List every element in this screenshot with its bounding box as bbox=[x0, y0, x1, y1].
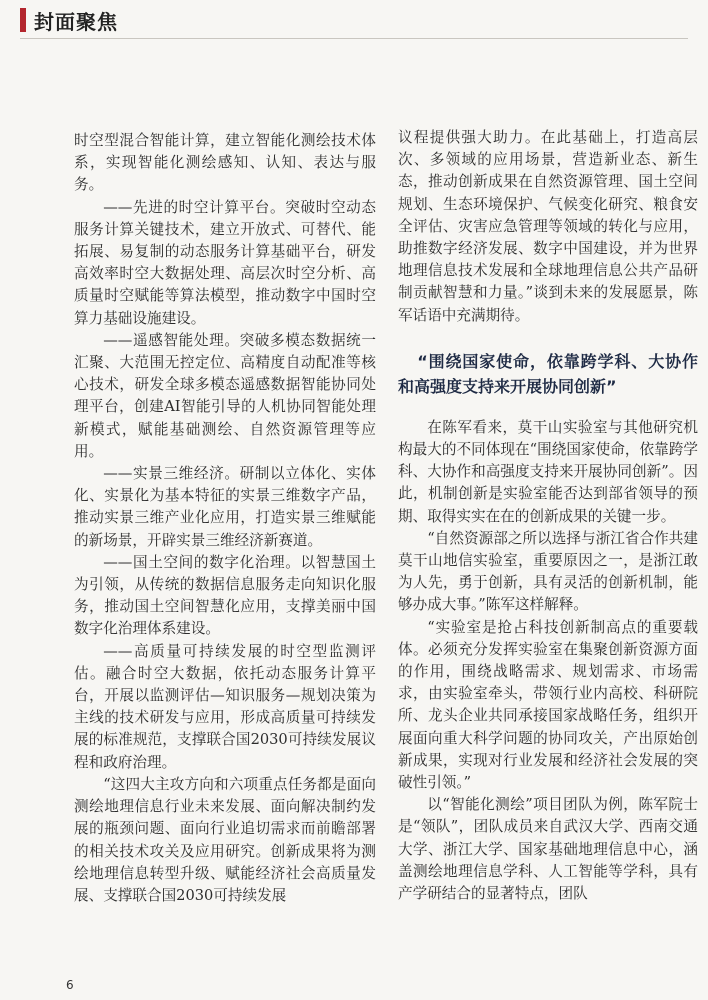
section-marker-bar bbox=[20, 8, 26, 32]
left-column bbox=[74, 130, 376, 907]
header-divider bbox=[20, 38, 688, 39]
paragraph: 以“智能化测绘”项目团队为例，陈军院士是“领队”，团队成员来自武汉大学、西南交通大学、浙江大学、国家基础地理信息中心，涵盖测绘地理信息学科、人工智能等学科，具有产学研结合的显著特点，团队 bbox=[398, 796, 698, 903]
paragraph: 议程提供强大助力。在此基础上，打造高层次、多领域的应用场景，营造新业态、新生态，推动创新成果在自然资源管理、国土空间规划、生态环境保护、气候变化研究、粮食安全评估、灾害应急管理等领域的转化与应用，助推数字经济发展、数字中国建设，并为世界地理信息技术发展和全球地理信息公共产品研制贡献智慧和力量。”谈到未来的发展愿景，陈军话语中充满期待。 bbox=[398, 129, 698, 324]
section-subheading: “围绕国家使命，依靠跨学科、大协作和高强度支持来开展协同创新” bbox=[398, 351, 698, 396]
section-title: 封面聚焦 bbox=[34, 10, 118, 34]
paragraph: 在陈军看来，莫干山实验室与其他研究机构最大的不同体现在“围绕国家使命，依靠跨学科、大协作和高强度支持来开展协同创新”。因此，机制创新是实验室能否达到部省领导的预期、取得实实在在的创新成果的关键一步。 bbox=[398, 418, 698, 525]
page-header bbox=[0, 0, 708, 40]
right-column bbox=[398, 127, 698, 905]
paragraph: “自然资源部之所以选择与浙江省合作共建莫干山地信实验室，重要原因之一，是浙江敢为人先，勇于创新，具有灵活的创新机制，能够办成大事。”陈军这样解释。 bbox=[398, 529, 698, 614]
paragraph: ——先进的时空计算平台。突破时空动态服务计算关键技术，建立开放式、可替代、能拓展、易复制的动态服务计算基础平台，研发高效率时空大数据处理、高层次时空分析、高质量时空赋能等算法模型，推动数字中国时空算力基础设施建设。 bbox=[74, 198, 376, 327]
paragraph: “这四大主攻方向和六项重点任务都是面向测绘地理信息行业未来发展、面向解决制约发展的瓶颈问题、面向行业追切需求而前瞻部署的相关技术攻关及应用研究。创新成果将为测绘地理信息转型升级、赋能经济社会高质量发展、支撑联合国2030可持续发展 bbox=[74, 775, 376, 904]
paragraph: ——高质量可持续发展的时空型监测评估。融合时空大数据，依托动态服务计算平台，开展以监测评估—知识服务—规划决策为主线的技术研发与应用，形成高质量可持续发展的标准规范，支撑联合国2030可持续发展议程和政府治理。 bbox=[74, 642, 376, 771]
paragraph: ——遥感智能处理。突破多模态数据统一汇聚、大范围无控定位、高精度自动配准等核心技术，研发全球多模态遥感数据智能协同处理平台，创建AI智能引导的人机协同智能处理新模式，赋能基础测绘、自然资源管理等应用。 bbox=[74, 331, 376, 460]
paragraph: ——国土空间的数字化治理。以智慧国土为引领，从传统的数据信息服务走向知识化服务，推动国土空间智慧化应用，支撑美丽中国数字化治理体系建设。 bbox=[74, 553, 376, 638]
paragraph: 时空型混合智能计算，建立智能化测绘技术体系，实现智能化测绘感知、认知、表达与服务。 bbox=[74, 132, 376, 194]
paragraph: “实验室是抢占科技创新制高点的重要载体。必须充分发挥实验室在集聚创新资源方面的作用，围绕战略需求、规划需求、市场需求，由实验室牵头，带领行业内高校、科研院所、龙头企业共同承接国家战略任务，组织开展面向重大科学问题的协同攻关，产出原始创新成果，实现对行业发展和经济社会发展的突破性引领。” bbox=[398, 618, 698, 792]
page-number: 6 bbox=[66, 978, 74, 992]
paragraph: ——实景三维经济。研制以立体化、实体化、实景化为基本特征的实景三维数字产品，推动实景三维产业化应用，打造实景三维赋能的新场景，开辟实景三维经济新赛道。 bbox=[74, 465, 376, 549]
